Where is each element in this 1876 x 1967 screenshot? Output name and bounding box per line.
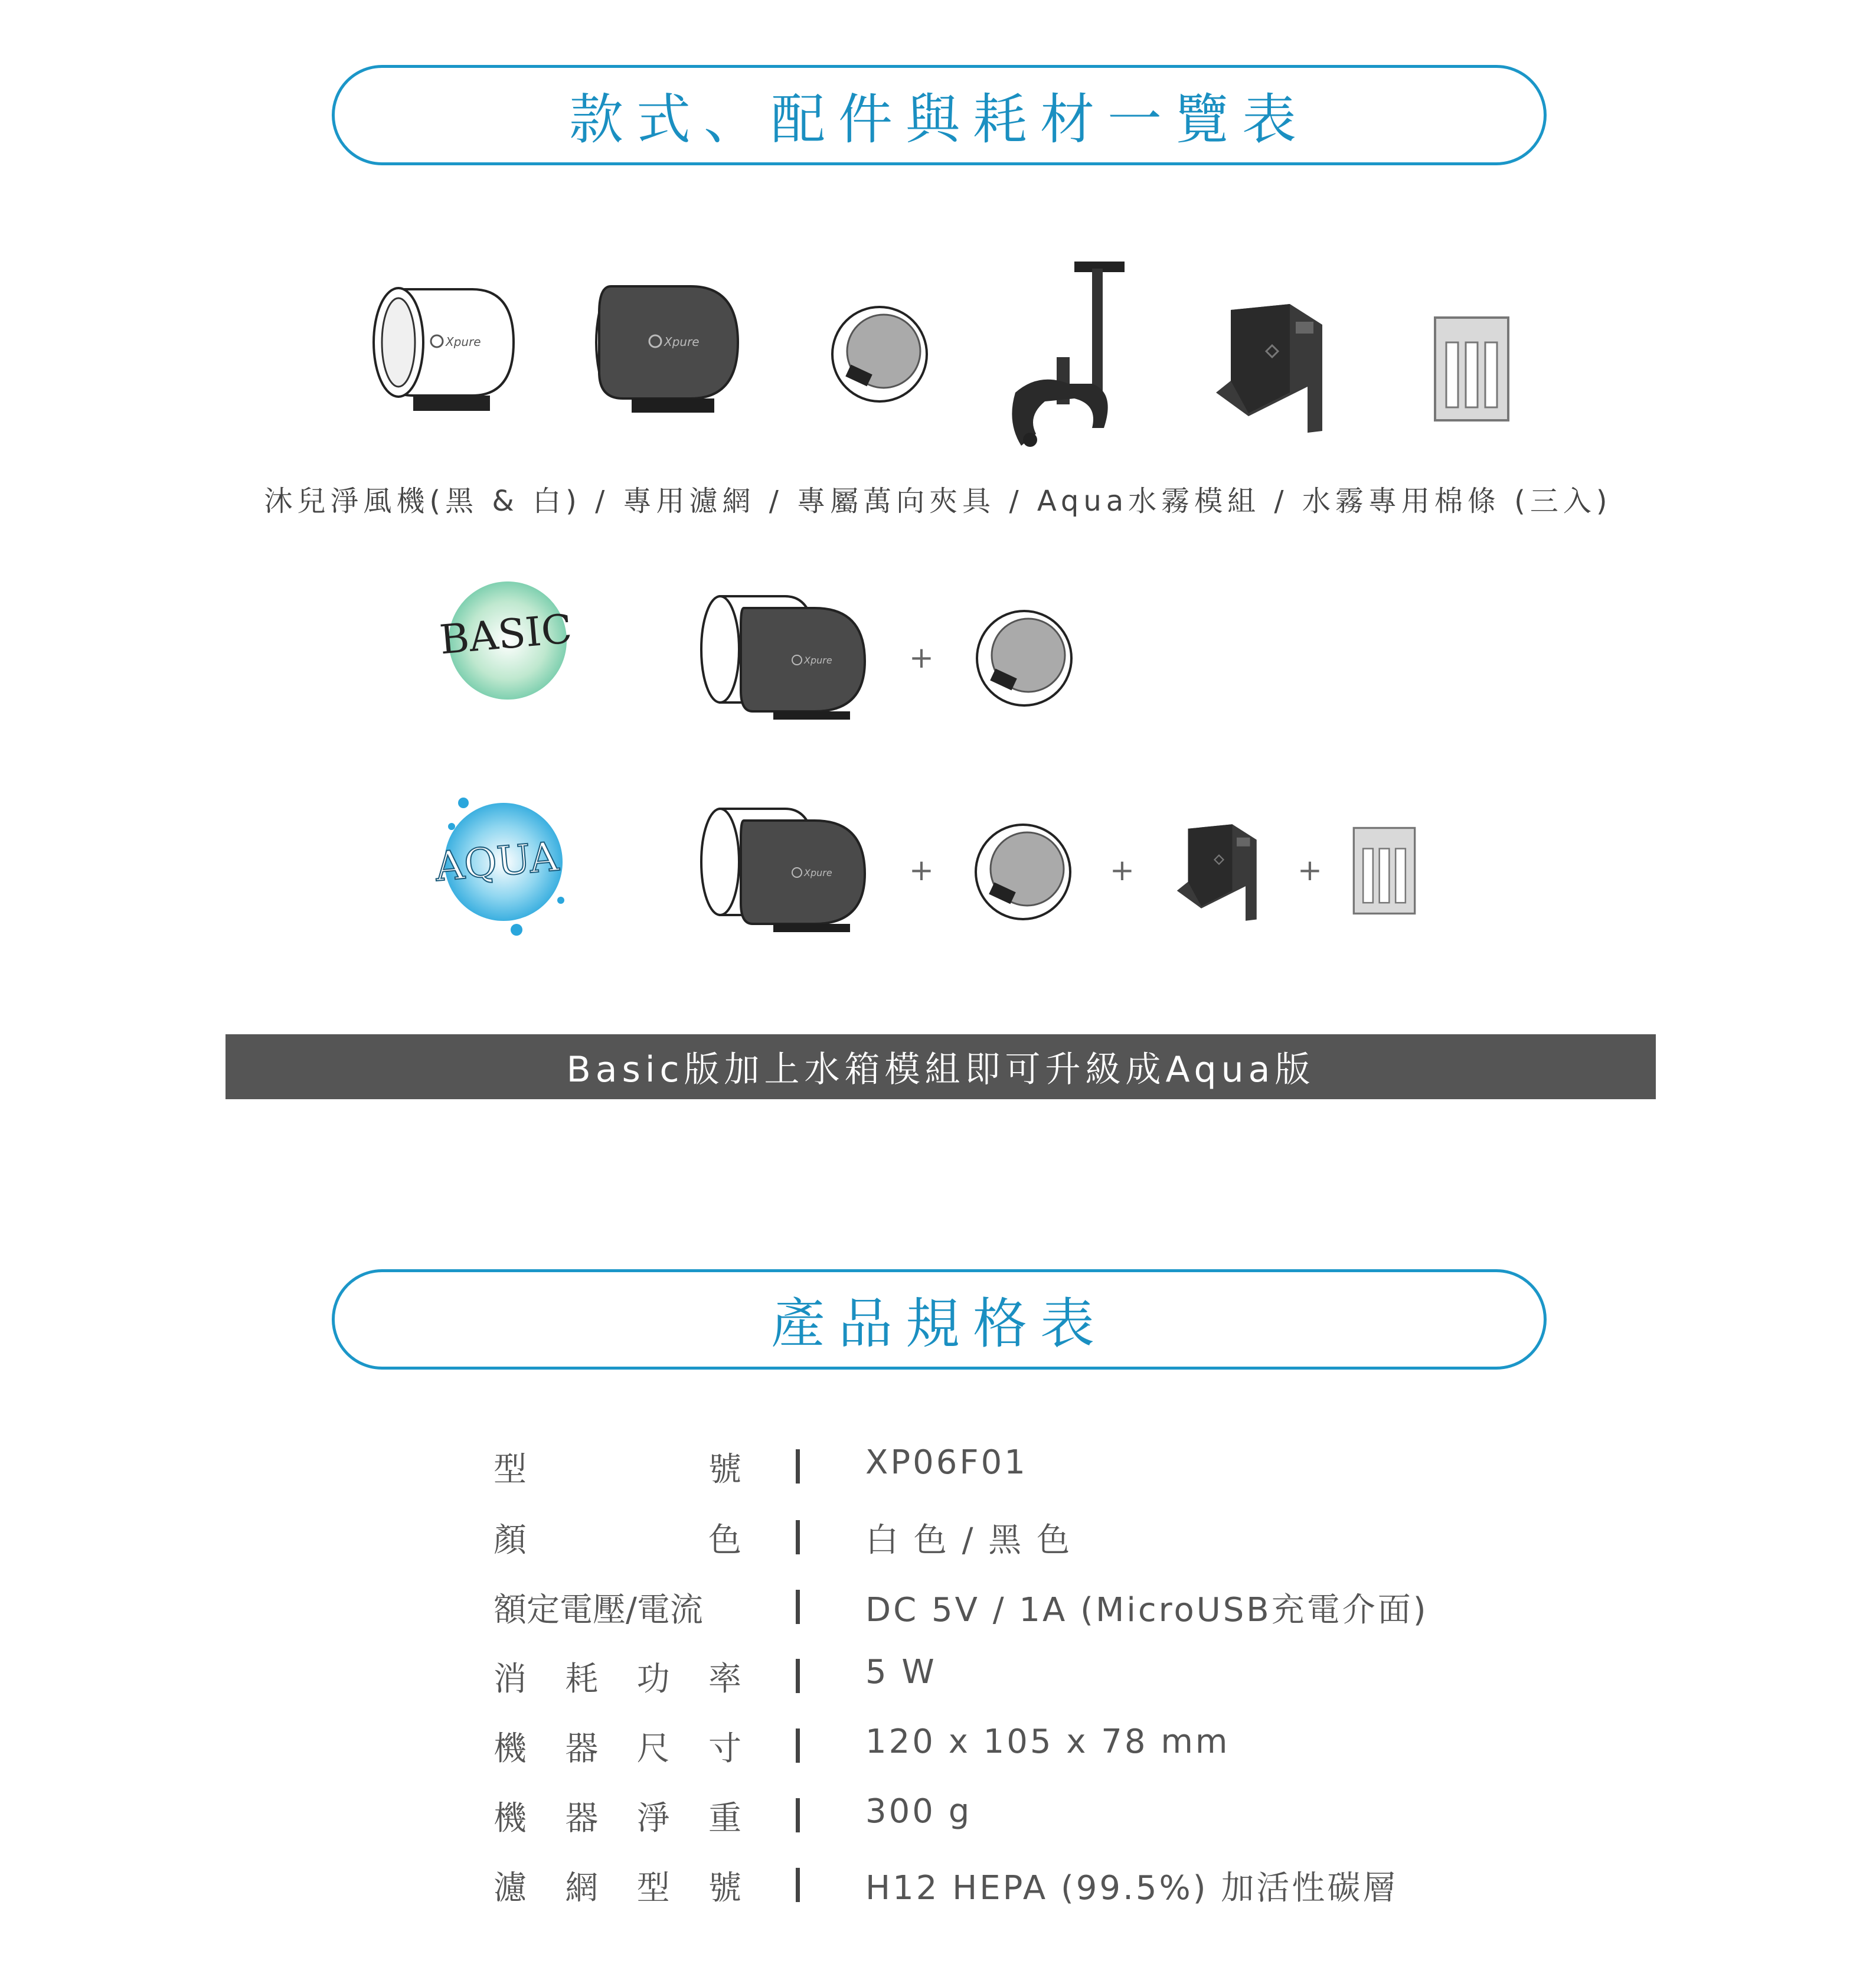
spec-label-part: 機 [493,1730,527,1768]
spec-value: DC 5V / 1A (MicroUSB充電介面) [865,1591,1429,1629]
spec-label-part: 器 [565,1730,599,1768]
svg-text:BASIC: BASIC [437,606,574,664]
white-purifier-icon [366,277,519,419]
plus-sign: + [1110,853,1135,887]
aqua-purifier-pair-icon [697,803,874,933]
spec-title-pill [332,1269,1547,1370]
spec-label-part: 功 [636,1660,670,1698]
spec-row [493,1723,1556,1776]
black-purifier-icon [587,277,741,419]
spec-label-part: 耗 [565,1660,599,1698]
filter-icon [973,822,1073,922]
spec-label-part: 色 [708,1521,741,1560]
spec-value: XP06F01 [865,1443,1028,1482]
spec-separator [796,1729,800,1763]
spec-label-part: 型 [493,1450,527,1489]
spec-label-part: 號 [708,1450,741,1489]
spec-label [493,1792,741,1839]
cotton-sticks-icon [1352,826,1417,915]
basic-badge [434,579,576,702]
spec-separator [796,1449,800,1484]
plus-sign: + [1297,853,1322,887]
svg-text:Xpure: Xpure [804,867,832,878]
spec-separator [796,1798,800,1832]
spec-label-part: 濾 [493,1869,527,1907]
spec-separator [796,1590,800,1624]
spec-value: H12 HEPA (99.5%) 加活性碳層 [865,1869,1398,1907]
spec-label-part: 尺 [636,1730,670,1768]
spec-row [493,1584,1556,1637]
spec-label [493,1514,741,1561]
svg-text:Xpure: Xpure [664,335,700,349]
filter-icon [974,608,1074,708]
spec-label [493,1862,741,1909]
spec-label [493,1584,741,1631]
basic-purifier-pair-icon [697,590,874,720]
spec-value: 120 x 105 x 78 mm [865,1723,1230,1761]
spec-value: 5 W [865,1653,937,1691]
spec-label-part: 率 [708,1660,741,1698]
spec-label-part: 網 [565,1869,599,1907]
spec-label-part: 重 [708,1799,741,1838]
spec-separator [796,1868,800,1902]
spec-row [493,1443,1556,1497]
products-caption: 沐兒淨風機(黑 & 白) / 專用濾網 / 專屬萬向夾具 / Aqua水霧模組 / 水霧專用棉條 (三入) [264,485,1612,518]
spec-row [493,1862,1556,1915]
spec-label-part: 型 [636,1869,670,1907]
spec-label-part: 寸 [708,1730,741,1768]
section-title: 款式、配件與耗材一覽表 [568,88,1309,151]
spec-label-part: 號 [708,1869,741,1907]
filter-icon [829,304,930,404]
spec-row [493,1514,1556,1567]
water-module-icon [1175,818,1263,924]
spec-separator [796,1659,800,1693]
spec-label [493,1723,741,1770]
spec-value: 300 g [865,1792,972,1831]
spec-row [493,1653,1556,1706]
spec-value: 白 色 / 黑 色 [865,1521,1073,1560]
spec-label-part: 額定電壓/電流 [493,1591,703,1629]
spec-label-part: 消 [493,1660,527,1698]
clamp-icon [1004,257,1127,452]
water-module-icon [1213,298,1331,434]
plus-sign: + [909,641,934,675]
spec-title: 產品規格表 [770,1292,1107,1355]
spec-label [493,1653,741,1700]
upgrade-banner-text: Basic版加上水箱模組即可升級成Aqua版 [566,1049,1315,1090]
plus-sign: + [909,853,934,887]
cotton-sticks-icon [1433,316,1510,422]
svg-text:Xpure: Xpure [804,655,832,666]
spec-label-part: 機 [493,1799,527,1838]
spec-label-part: 器 [565,1799,599,1838]
spec-separator [796,1520,800,1554]
spec-label-part: 淨 [636,1799,670,1838]
spec-row [493,1792,1556,1845]
spec-label-part: 顏 [493,1521,527,1560]
upgrade-banner [225,1034,1656,1099]
svg-text:AQUA: AQUA [433,834,561,891]
aqua-badge [428,785,576,939]
section-title-pill [332,65,1547,165]
spec-label [493,1443,741,1491]
svg-text:Xpure: Xpure [446,335,481,349]
